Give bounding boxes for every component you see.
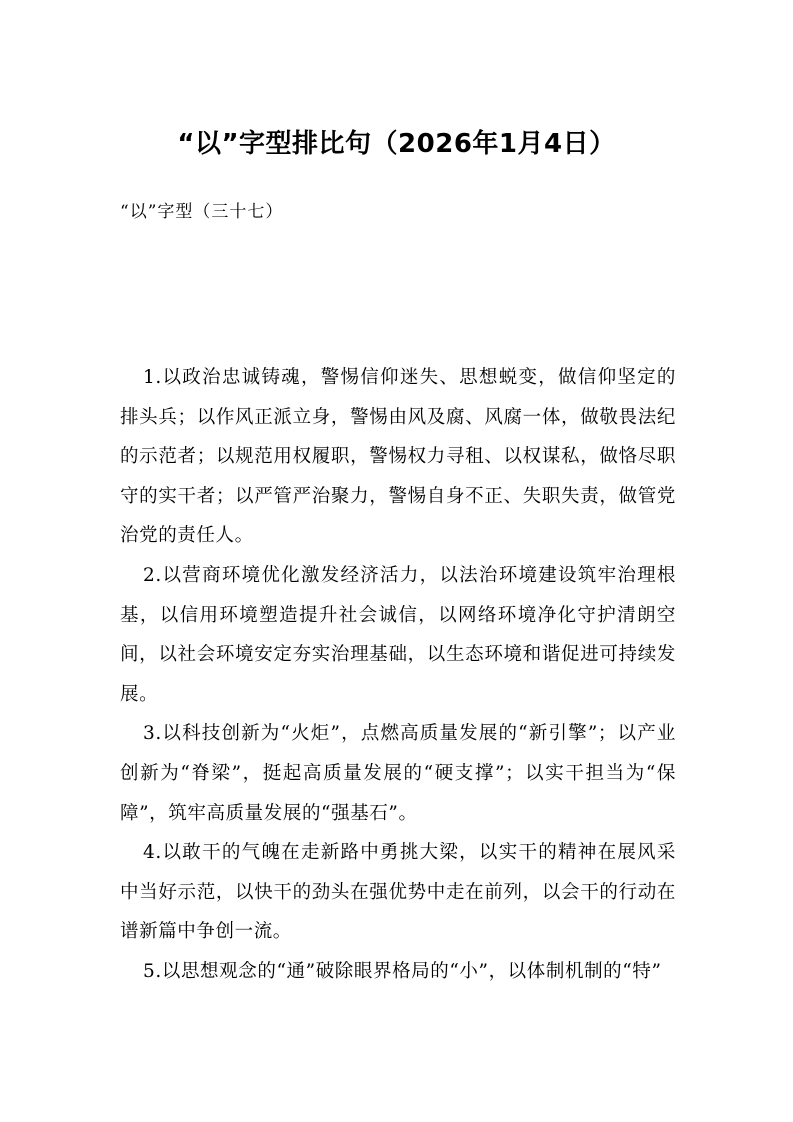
paragraph-4: 4.以敢干的气魄在走新路中勇挑大梁，以实干的精神在展风采中当好示范，以快干的劲头在强优势中走在前列，以会干的行动在谱新篇中争创一流。 [120,842,676,943]
document-subtitle: “以”字型（三十七） [120,202,284,222]
paragraph-5: 5.以思想观念的“通”破除眼界格局的“小”，以体制机制的“特” [143,960,662,982]
document-body [120,358,676,992]
paragraph-3: 3.以科技创新为“火炬”，点燃高质量发展的“新引擎”；以产业创新为“脊梁”，挺起高质量发展的“硬支撑”；以实干担当为“保障”，筑牢高质量发展的“强基石”。 [120,723,676,824]
paragraph-2: 2.以营商环境优化激发经济活力，以法治环境建设筑牢治理根基，以信用环境塑造提升社会诚信，以网络环境净化守护清朗空间，以社会环境安定夯实治理基础，以生态环境和谐促进可持续发展。 [120,564,676,705]
paragraph-1: 1.以政治忠诚铸魂，警惕信仰迷失、思想蜕变，做信仰坚定的排头兵；以作风正派立身，警惕由风及腐、风腐一体，做敬畏法纪的示范者；以规范用权履职，警惕权力寻租、以权谋私，做恪尽职守的实干者；以严管严治聚力，警惕自身不正、失职失责，做管党治党的责任人。 [120,367,676,547]
document-title: “以”字型排比句（2026年1月4日） [177,129,616,159]
